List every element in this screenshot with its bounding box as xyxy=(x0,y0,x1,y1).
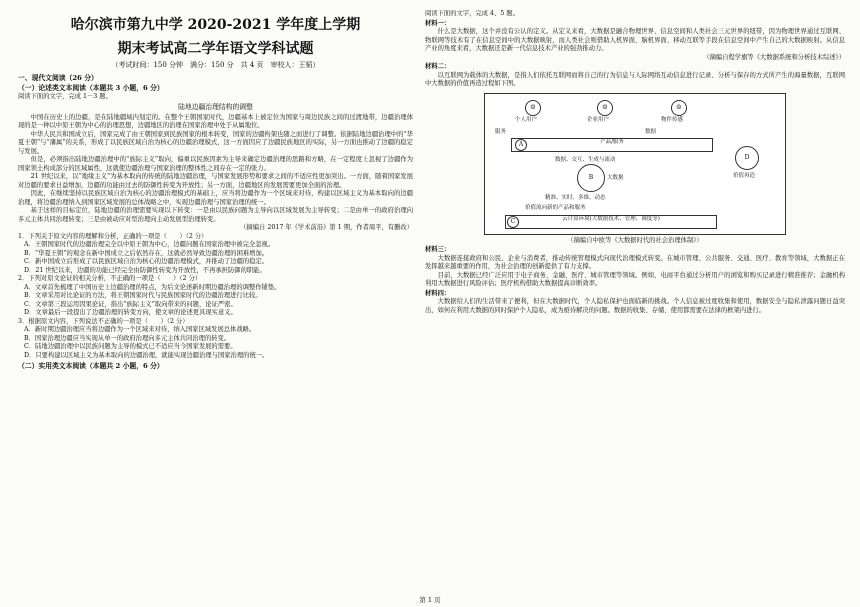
reading-instruction: 阅读下面的文字，完成 1－3 题。 xyxy=(18,92,112,100)
material-2-text: 以互联网为载体的大数据，是指人们依托互联网而将自己的行为信息与人际网络互动信息进行记录、分析与保存的方式所产生的海量数据，互联网中大数据的价值再造过程如下图。 xyxy=(425,71,845,87)
essay-paragraph: 21 世纪以来，以“地缘主义”为基本取向的传统的陆地边疆治理，与国家发展形势和要求之间的不适应性更加突出。一方面，随着国家发展对边疆的要求日益增加，边疆的功能由过去的防御性转变为开放性；另一方面，边疆地区的发展需要更加全面的治理。 xyxy=(18,173,413,189)
question-2-option: B．文章采用对比论证的方法，将王朝国家时代与民族国家时代的边疆治理进行比较。 xyxy=(24,292,262,299)
material-1-label: 材料一： xyxy=(425,19,451,27)
diagram-label-sensor: 物件传感 xyxy=(661,116,684,123)
diagram-label-data: 数据 xyxy=(645,128,657,135)
subsection-heading: （一）论述类文本阅读（本题共 3 小题，6 分） xyxy=(18,84,164,92)
left-column xyxy=(18,10,413,598)
material-3-label: 材料三： xyxy=(425,246,451,253)
essay-paragraph: 基于这样的目标定位，陆地边疆的治理需要实现以下转变：一是由以民族问题为主导向以区域发展为主导转变；二是由单一的政府治理向多元主体共同治理转变；三是由被动应对型治理向主动发展型治理转变。 xyxy=(18,207,413,223)
smiley-face-icon: ☺ xyxy=(671,100,687,116)
node-c-icon: C xyxy=(507,216,519,228)
question-2-option: C．文章第三段运用因果论证，指出“族际主义”取向带来的问题，论证严密。 xyxy=(24,300,237,308)
diagram-label-big-data: 大数据 xyxy=(607,174,624,181)
exam-title-line1: 哈尔滨市第九中学 2020-2021 学年度上学期 xyxy=(70,17,361,33)
reading-instruction: 阅读下面的文字，完成 4、5 题。 xyxy=(425,10,519,17)
essay-paragraph: 但是，必须指出陆地边疆治理中的“族际主义”取向，偏重以民族因素为主导来确定边疆治理的思路和方略，在一定程度上忽视了边疆作为国家领土构成部分的区域属性，这就使边疆治理与国家治理的整体性之间存在一定的张力。 xyxy=(18,156,413,172)
diagram-label-service: 服务 xyxy=(495,128,507,135)
smiley-face-icon: ☺ xyxy=(597,100,613,116)
diagram-box-c-label: 云计算环境(大数据技术、管理、调度等) xyxy=(562,215,660,222)
big-data-value-diagram xyxy=(484,93,786,235)
page-number: 第 1 页 xyxy=(419,596,441,604)
material-2-label: 材料二： xyxy=(425,63,451,70)
question-1-option: B．“华夏王朝”的观念在新中国成立之后依然存在，这就必然导致边疆治理的困难增加。 xyxy=(24,249,269,257)
essay-source: （摘编自 2017 年《学术前沿》第 1 期，作者周平，有删改） xyxy=(240,224,413,231)
node-b-icon: B xyxy=(577,164,605,192)
question-1-option: D．21 世纪以来，边疆的功能已经完全由防御性转变为开放性，不再承担防御的职能。 xyxy=(24,266,266,274)
question-2-option: D．文章最后一段提出了边疆治理的转变方向，使文章的论述更具现实意义。 xyxy=(24,309,237,316)
right-column xyxy=(425,10,845,598)
section-heading: 一、现代文阅读（26 分） xyxy=(18,73,98,82)
question-2-option: A．文章首先梳理了中国历史上边疆治理的特点，为后文论述新时期边疆治理的调整作铺垫。 xyxy=(24,283,281,291)
question-2: 2．下列对原文论证的相关分析，不正确的一项是（ ）（2 分） xyxy=(18,275,202,282)
exam-title-line2: 期末考试高二学年语文学科试题 xyxy=(117,41,314,57)
material-4-label: 材料四： xyxy=(425,289,451,297)
essay-title: 陆地边疆治理结构的调整 xyxy=(178,103,253,111)
diagram-caption: （摘编自中欧等《大数据时代的社会治理体制》） xyxy=(567,236,703,244)
question-1-option: A．王朝国家时代的边疆治理完全以中原王朝为中心，边疆问题在国家治理中被完全忽视。 xyxy=(24,241,275,248)
diagram-label-personal-user: 个人用户 xyxy=(515,116,538,123)
exam-meta: （考试时间：150 分钟 满分：150 分 共 4 页 审校人：王韬） xyxy=(111,61,320,69)
question-3-option: D．只要构建以区域主义为基本取向的边疆治理，就能实现边疆治理与国家治理的统一。 xyxy=(24,351,269,359)
subsection-heading: （二）实用类文本阅读（本题共 2 小题，6 分） xyxy=(18,362,164,370)
node-a-icon: A xyxy=(515,139,527,151)
essay-paragraph: 中国在历史上的边疆，是在陆地疆域内划定的。在整个王朝国家时代，边疆基本上被定位为国家与周边民族之间的过渡地带，边疆治理体现的是一种以中原王朝为中心的治理思想，边疆地区的治理在国家治理中处于从属地位。 xyxy=(18,113,413,129)
diagram-box-a-label: 产品/服务 xyxy=(600,138,624,145)
question-3-option: B．国家治理边疆应当实现从单一的政府治理向多元主体共同治理的转变。 xyxy=(24,334,231,342)
smiley-face-icon: ☺ xyxy=(525,100,541,116)
question-1: 1．下列关于原文内容的理解和分析，正确的一项是（ ）（2 分） xyxy=(18,232,208,240)
diagram-label-value-flow: 价值流向新的产品和服务 xyxy=(525,204,586,211)
node-d-icon: D xyxy=(735,146,759,170)
essay-paragraph: 中华人民共和国成立后，国家完成了由王朝国家到民族国家的根本转变，国家的边疆构架也随之而进行了调整。依据陆地边疆治理中的“华夏王朝”与“藩属”的关系，形成了以民族区域自治为核心的边疆治理模式，这一方面因应了边疆民族地区的实际，另一方面也推动了边疆的稳定与发展。 xyxy=(18,130,413,155)
diagram-label-value-recreation: 价值再造 xyxy=(733,172,756,179)
question-3-option: C．陆地边疆治理中以民族问题为主导的模式已不适应当今国家发展的需要。 xyxy=(24,343,237,350)
diagram-label-enterprise-user: 企业用户 xyxy=(587,116,610,123)
material-3-text: 大数据连接政府和公民、企业与消费者，推动传统管理模式向现代治理模式转变。在城市管理、公共服务、交通、医疗、教育等领域，大数据正在发挥越来越重要的作用，为社会治理的创新提供了有力支撑。 xyxy=(425,254,845,270)
material-4-text: 大数据给人们的生活带来了便利，但在大数据时代，个人隐私保护也面临新的挑战。个人信息被过度收集和使用，数据安全与隐私泄露问题日益突出，如何在利用大数据的同时保护个人隐私，成为亟待解决的问题。数据的收集、存储、使用都需要在法律的框架内进行。 xyxy=(425,298,845,314)
diagram-label-attributes: 精准、实时、多维、动态 xyxy=(545,194,606,201)
essay-paragraph: 因此，在继续坚持以民族区域自治为核心的边疆治理模式的基础上，应当将边疆作为一个区域来对待，构建以区域主义为基本取向的边疆治理，将边疆治理纳入到国家区域发展的总体战略之中，实现边疆治理与国家治理的统一。 xyxy=(18,190,413,206)
diagram-label-flow: 数据、交互、生成与流动 xyxy=(555,156,616,163)
diagram-box-c xyxy=(505,215,717,229)
material-3-text: 目前，大数据已经广泛应用于电子商务、金融、医疗、城市管理等领域。例如，电商平台通过分析用户的浏览和购买记录进行精准推荐；金融机构利用大数据进行风险评估；医疗机构借助大数据提高诊断效率。 xyxy=(425,271,845,287)
material-1-text: 什么是大数据，这个并没有公认的定义。从定义来看，大数据是融合物理世界、信息空间和人类社会三元世界的纽带，因为物理世界通过互联网、物联网等技术有了在信息空间中的大数据映射，而人类社会则借助人机界面、脑机界面、移动互联等手段在信息空间中产生自己的大数据映射。从信息产业的角度来看，大数据还是新一代信息技术产业的强劲推动力。 xyxy=(425,28,845,52)
question-1-option: C．新中国成立后形成了以民族区域自治为核心的边疆治理模式，并推动了边疆的稳定。 xyxy=(24,258,269,265)
material-1-source: （摘编自程学旗等《大数据系统和分析技术综述》） xyxy=(703,53,845,61)
diagram-box-a xyxy=(511,138,713,152)
question-3: 3．根据原文内容，下列说法不正确的一项是（ ）（2 分） xyxy=(18,317,189,325)
question-3-option: A．新时期边疆治理应当将边疆作为一个区域来对待，纳入国家区域发展总体战略。 xyxy=(24,326,256,333)
